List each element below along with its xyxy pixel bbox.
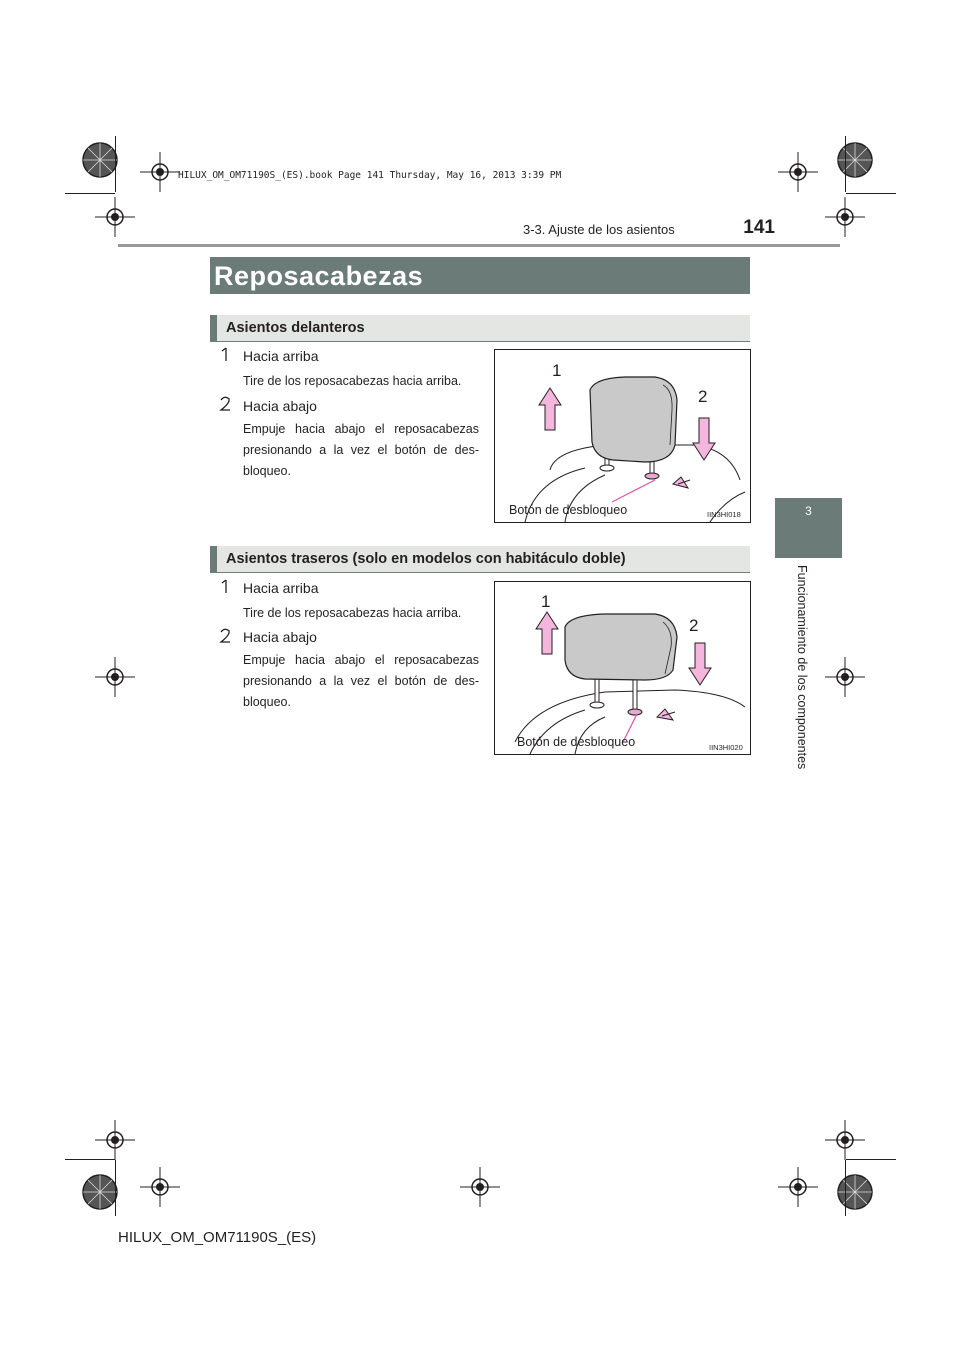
figure-label-2: 2 [689,616,699,635]
chapter-tab [775,498,842,558]
item-title: Hacia abajo [243,629,317,645]
crosshair-mark-icon [825,197,865,237]
crop-line [845,136,846,192]
headrest-illustration [495,350,750,522]
crosshair-mark-icon [95,197,135,237]
number-two-icon [217,627,234,644]
figure-code: IIN3HI020 [709,743,743,752]
crop-line [115,136,116,192]
subheading-text: Asientos delanteros [226,320,365,336]
page-number: 141 [743,217,775,238]
crosshair-mark-icon [95,657,135,697]
crosshair-mark-icon [140,152,180,192]
number-two-icon [217,395,234,412]
crosshair-mark-icon [778,152,818,192]
crosshair-mark-icon [825,1120,865,1160]
crosshair-mark-icon [95,1120,135,1160]
number-one-icon [217,578,234,595]
item-body: Empuje hacia abajo el reposacabezas presionando a la vez el botón de des-bloqueo. [243,422,479,478]
crop-line [65,1159,115,1160]
figure-label-1: 1 [552,361,562,380]
section-subheading [210,546,750,573]
item-body: Empuje hacia abajo el reposacabezas presionando a la vez el botón de des-bloqueo. [243,653,479,709]
registration-mark-icon [835,1172,875,1212]
item-body: Tire de los reposacabezas hacia arriba. [243,606,462,620]
crop-line [65,193,115,194]
registration-mark-icon [835,140,875,180]
crosshair-mark-icon [140,1167,180,1207]
page-title: Reposacabezas [214,261,424,291]
section-subheading [210,315,750,342]
chapter-number: 3 [805,504,812,518]
headrest-figure [494,581,751,755]
figure-code: IIN3HI018 [707,510,741,519]
header-rule [118,244,840,247]
number-one-icon [217,346,234,363]
figure-label-1: 1 [541,592,551,611]
subheading-text: Asientos traseros (solo en modelos con habitáculo doble) [226,551,626,567]
item-title: Hacia abajo [243,398,317,414]
chapter-title-vertical [795,565,809,785]
crop-line [115,1160,116,1216]
section-heading: 3-3. Ajuste de los asientos [523,222,675,237]
item-title: Hacia arriba [243,348,319,364]
figure-label-2: 2 [698,387,708,406]
item-title: Hacia arriba [243,580,319,596]
crop-line [846,1159,896,1160]
headrest-figure [494,349,751,523]
item-body: Tire de los reposacabezas hacia arriba. [243,374,462,388]
crosshair-mark-icon [460,1167,500,1207]
crosshair-mark-icon [825,657,865,697]
release-button-callout: Botón de desbloqueo [509,503,628,517]
chapter-title: Funcionamiento de los componentes [795,565,809,770]
print-mark: HILUX_OM_OM71190S_(ES).book Page 141 Thursday, May 16, 2013 3:39 PM [178,170,562,181]
release-button-callout: Botón de desbloqueo [517,735,636,749]
crop-line [845,1160,846,1216]
headrest-illustration [495,582,750,754]
crop-line [846,193,896,194]
footer-code: HILUX_OM_OM71190S_(ES) [118,1229,317,1246]
registration-mark-icon [80,140,120,180]
registration-mark-icon [80,1172,120,1212]
crosshair-mark-icon [778,1167,818,1207]
